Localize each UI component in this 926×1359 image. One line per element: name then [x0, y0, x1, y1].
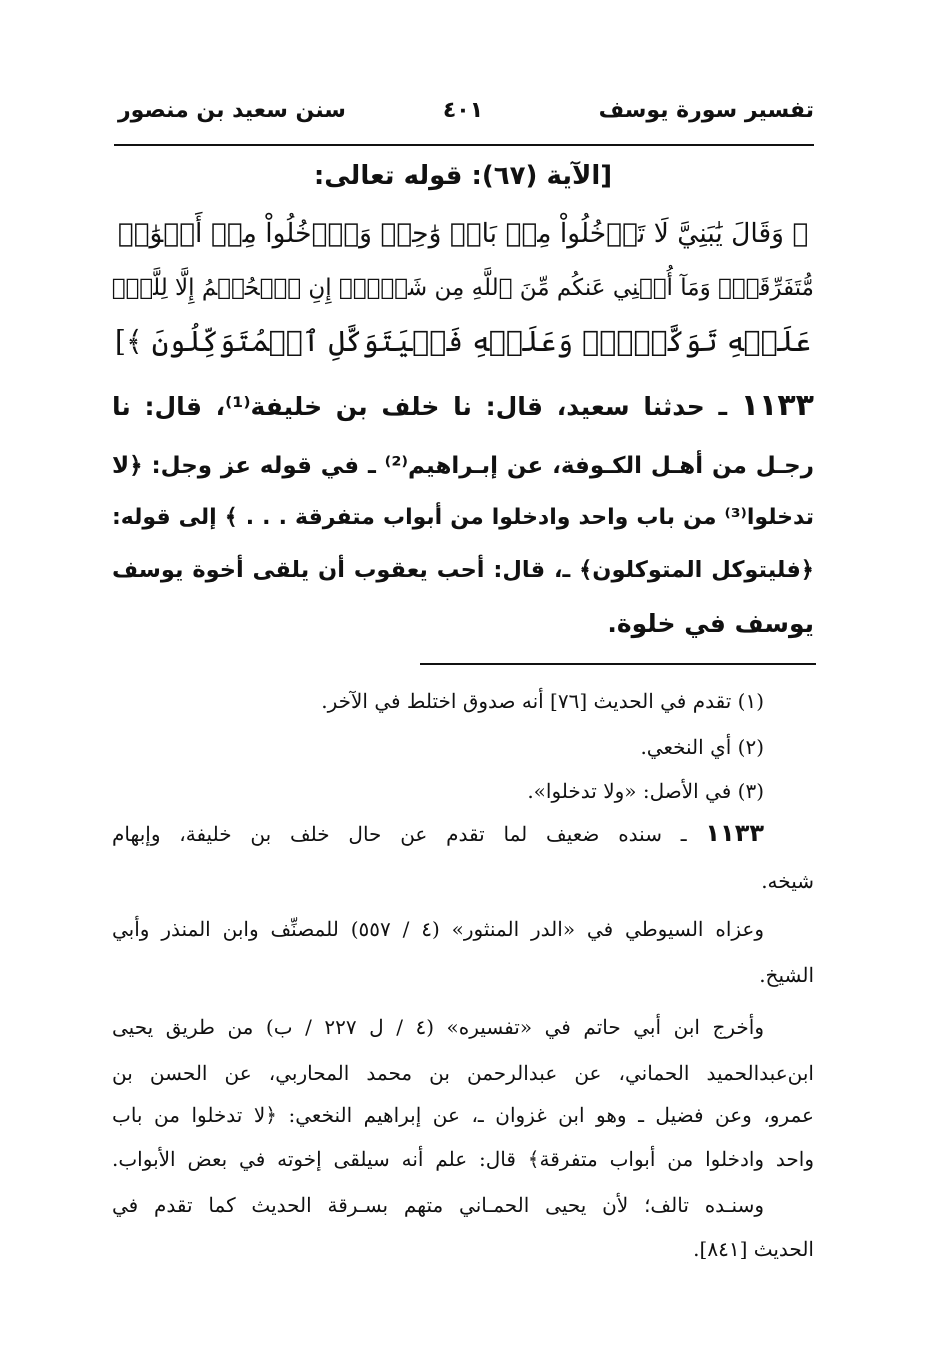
quran-verse-line-1: ﴿ وَقَالَ يَٰبَنِيَّ لَا تَدۡخُلُواْ مِنۢ بَابٖ وَٰحِدٖ وَٱدۡخُلُواْ مِنۡ أَبۡوَٰبٖ [117, 218, 809, 249]
hadith-line-2: رجـل من أهـل الكـوفة، عن إبـراهيم⁽²⁾ ـ في قوله عز وجل: ﴿لا [112, 453, 814, 479]
commentary-line-10: الحديث [٨٤١]. [693, 1237, 814, 1261]
footnote-divider [420, 663, 816, 665]
commentary-line-9: وسنـده تالف؛ لأن يحيى الحمـاني متهم بسـرقة الحديث كما تقدم في [112, 1193, 764, 1217]
hadith-line-4: ﴿فليتوكل المتوكلون﴾ ـ، قال: أحب يعقوب أن يلقى أخوة يوسف [112, 557, 814, 583]
hadith-text: ـ حدثنا سعيد، قال: نا خلف بن خليفة⁽¹⁾، قال: نا [112, 392, 728, 421]
commentary-line-8: واحد وادخلوا من أبواب متفرقة﴾ قال: علم أنه سيلقى إخوته في بعض الأبواب. [112, 1147, 814, 1171]
hadith-line-3: تدخلوا⁽³⁾ من باب واحد وادخلوا من أبواب متفرقة . . . ﴾ إلى قوله: [112, 505, 814, 530]
page-number: ٤٠١ [442, 98, 484, 123]
commentary-line-1 [112, 816, 764, 851]
footnote-2: (٢) أي النخعي. [640, 735, 764, 759]
commentary-line-2: شيخه. [761, 869, 814, 893]
hadith-line-1 [112, 386, 814, 427]
commentary-line-3: وعزاه السيوطي في «الدر المنثور» (٤ / ٥٥٧) للمصنِّف وابن المنذر وأبي [112, 917, 765, 941]
commentary-number: ١١٣٣ [705, 819, 764, 847]
hadith-line-5: يوسف في خلوة. [607, 609, 814, 638]
hadith-number: ١١٣٣ [740, 388, 814, 423]
running-title-book: سنن سعيد بن منصور [118, 98, 346, 123]
commentary-line-5: وأخرج ابن أبي حاتم في «تفسيره» (٤ / ل ٢٢٧ / ب) من طريق يحيى [112, 1015, 764, 1039]
commentary-line-7: عمرو، وعن فضيل ـ وهو ابن غزوان ـ، عن إبراهيم النخعي: ﴿لا تدخلوا من باب [112, 1103, 814, 1127]
header-divider [114, 144, 814, 146]
commentary-line-4: الشيخ. [759, 963, 814, 987]
verse-heading: [الآية (٦٧): قوله تعالى: [313, 161, 613, 191]
quran-verse-line-2: مُّتَفَرِّقَةٖۖ وَمَآ أُغۡنِي عَنكُم مِّنَ ٱللَّهِ مِن شَيۡءٍۖ إِنِ ٱلۡحُكۡمُ إِلَّا لِلَّهِۖ [111, 275, 814, 301]
footnote-3: (٣) في الأصل: «ولا تدخلوا». [527, 779, 764, 803]
running-title-surah: تفسير سورة يوسف [598, 98, 814, 123]
commentary-line-6: ابن‌عبدالحميد الحماني، عن عبدالرحمن بن محمد المحاربي، عن الحسن بن [112, 1061, 814, 1085]
commentary-text: ـ سنده ضعيف لما تقدم عن حال خلف بن خليفة، وإبهام [112, 822, 687, 846]
quran-verse-line-3: عَلَيۡهِ تَوَكَّلۡتُۖ وَعَلَيۡهِ فَلۡيَتَوَكَّلِ ٱلۡمُتَوَكِّلُونَ ﴾] [114, 325, 812, 358]
footnote-1: (١) تقدم في الحديث [٧٦] أنه صدوق اختلط في الآخر. [321, 689, 764, 713]
